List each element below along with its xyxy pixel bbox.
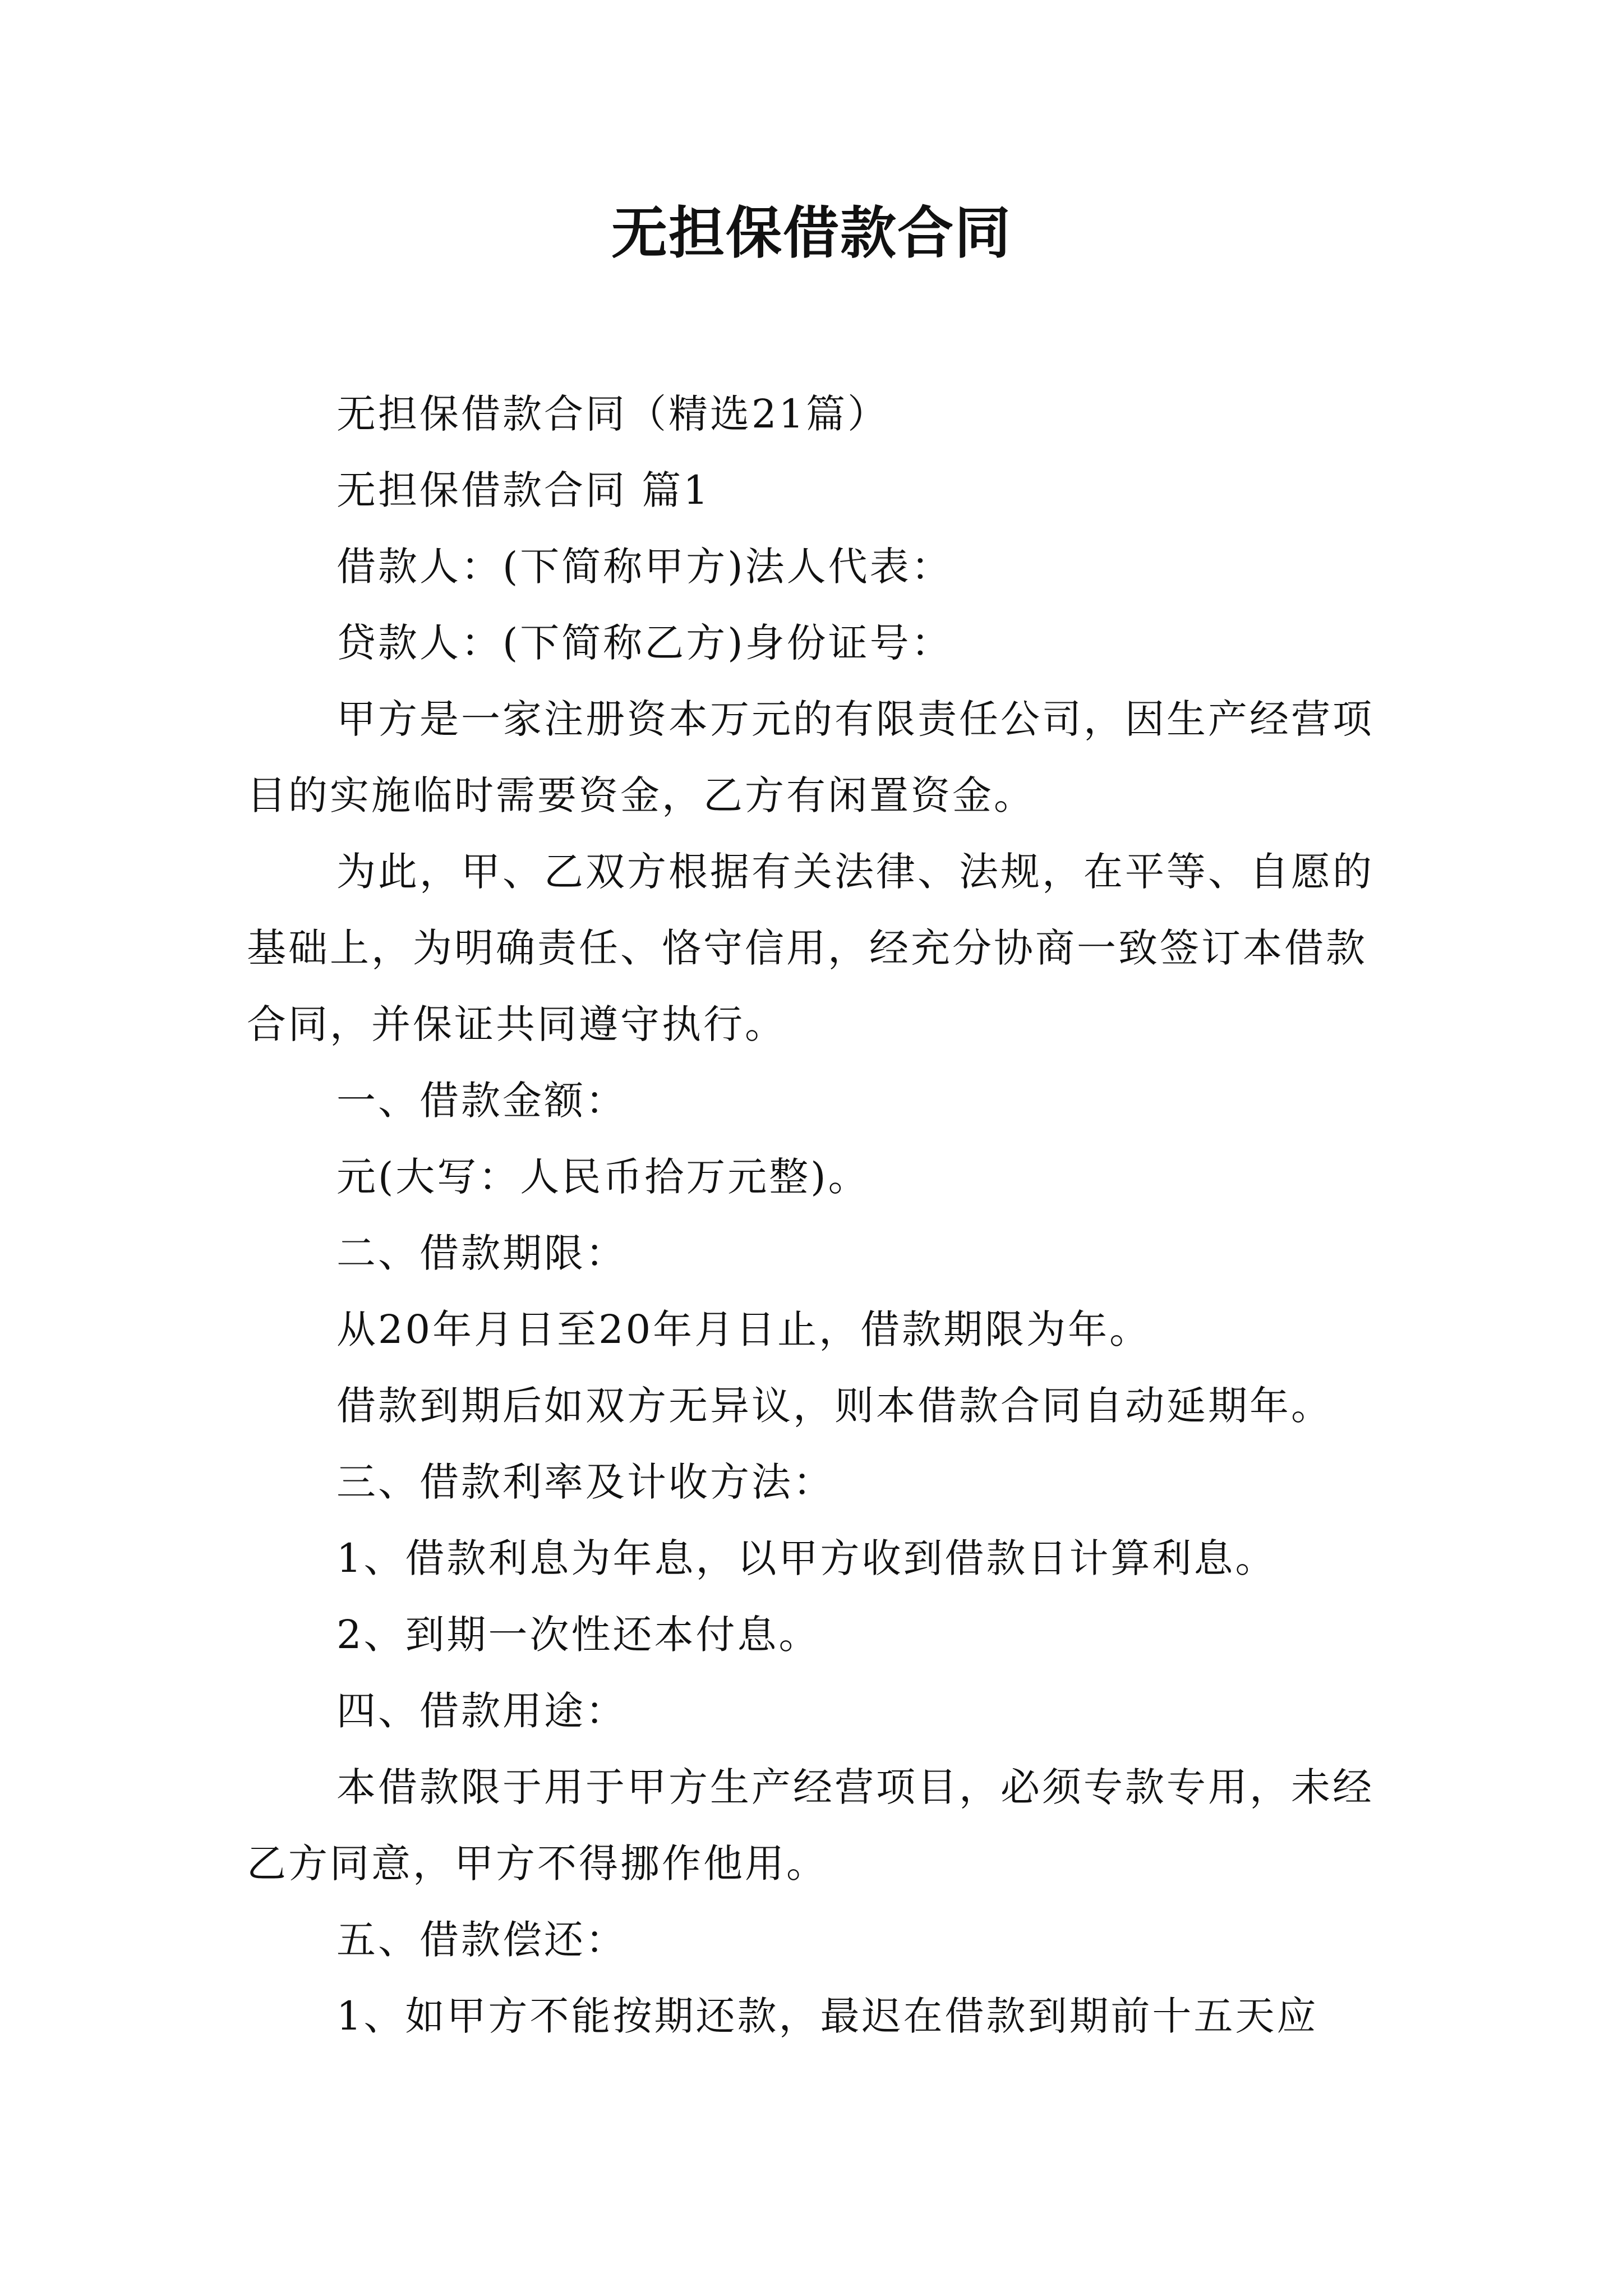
document-title: 无担保借款合同 [611,200,1012,266]
document-body [247,376,1391,2054]
paragraph: 甲方是一家注册资本万元的有限责任公司，因生产经营项目的实施临时需要资金，乙方有闲置资金。 [247,696,1374,818]
paragraph: 1、借款利息为年息，以甲方收到借款日计算利息。 [336,1535,1277,1581]
paragraph: 贷款人：(下简称乙方)身份证号： [336,620,953,666]
paragraph: 从20年月日至20年月日止，借款期限为年。 [336,1306,1151,1352]
paragraph: 五、借款偿还： [336,1917,627,1963]
paragraph: 元(大写：人民币拾万元整)。 [336,1154,870,1200]
paragraph: 借款人：(下简称甲方)法人代表： [336,544,953,590]
paragraph: 1、如甲方不能按期还款，最迟在借款到期前十五天应 [336,1993,1318,2039]
paragraph: 一、借款金额： [336,1078,627,1124]
paragraph: 无担保借款合同（精选21篇） [336,391,889,437]
paragraph: 为此，甲、乙双方根据有关法律、法规，在平等、自愿的基础上，为明确责任、恪守信用，经充分协商一致签订本借款合同，并保证共同遵守执行。 [247,849,1374,1047]
paragraph: 二、借款期限： [336,1230,627,1276]
paragraph: 2、到期一次性还本付息。 [336,1612,820,1658]
paragraph: 四、借款用途： [336,1688,627,1734]
paragraph: 借款到期后如双方无异议，则本借款合同自动延期年。 [336,1383,1332,1429]
paragraph: 无担保借款合同 篇1 [336,467,711,513]
paragraph: 三、借款利率及计收方法： [336,1459,834,1505]
paragraph: 本借款限于用于甲方生产经营项目，必须专款专用，未经乙方同意，甲方不得挪作他用。 [247,1764,1374,1887]
